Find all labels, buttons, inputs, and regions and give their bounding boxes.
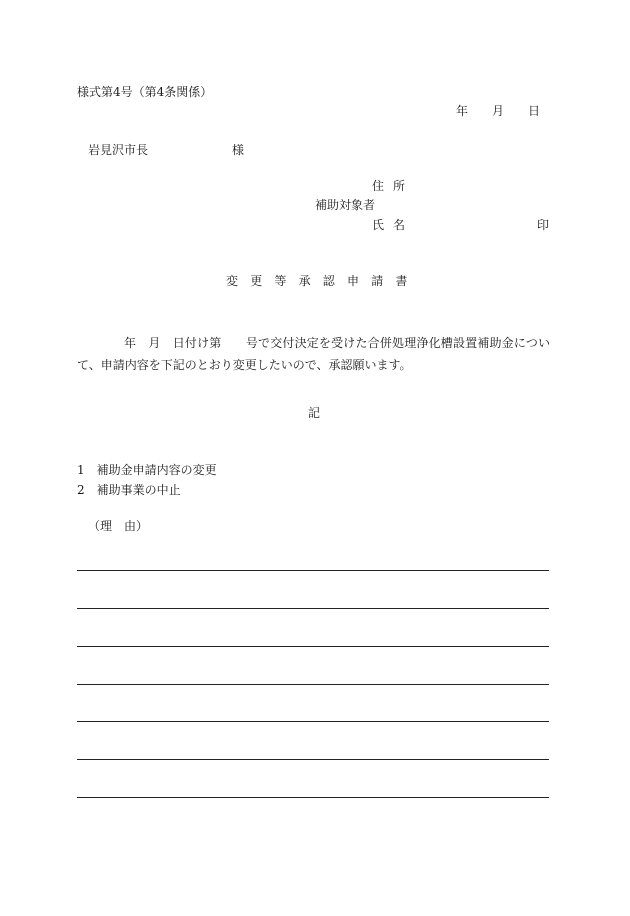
reason-writing-line[interactable] — [77, 646, 549, 647]
reason-writing-line[interactable] — [77, 684, 549, 685]
date-day-label: 日 — [528, 104, 541, 118]
list-item: 1 補助金申請内容の変更 — [77, 463, 217, 477]
address-label: 住所 — [372, 179, 415, 193]
reason-writing-line[interactable] — [77, 570, 549, 571]
document-title: 変更等承認申請書 — [226, 274, 420, 288]
list-item: 2 補助事業の中止 — [77, 483, 181, 497]
date-year-label: 年 — [456, 104, 469, 118]
date-month-label: 月 — [492, 104, 505, 118]
form-number: 様式第4号（第4条関係） — [77, 85, 213, 99]
request-body-text: 年 月 日付け第 号で交付決定を受けた合併処理浄化槽設置補助金について、申請内容を下記のとおり変更したいので、承認願います。 — [77, 336, 550, 372]
addressee-name: 岩見沢市長 — [88, 143, 149, 157]
reason-writing-line[interactable] — [77, 721, 549, 722]
applicant-role-label: 補助対象者 — [315, 198, 376, 212]
reason-writing-line[interactable] — [77, 608, 549, 609]
ki-heading: 記 — [308, 406, 321, 420]
reason-label: （理 由） — [88, 519, 149, 533]
addressee-honorific: 様 — [232, 143, 245, 157]
seal-mark: 印 — [537, 218, 550, 232]
reason-writing-line[interactable] — [77, 797, 549, 798]
reason-writing-line[interactable] — [77, 759, 549, 760]
name-label: 氏名 — [372, 218, 415, 232]
